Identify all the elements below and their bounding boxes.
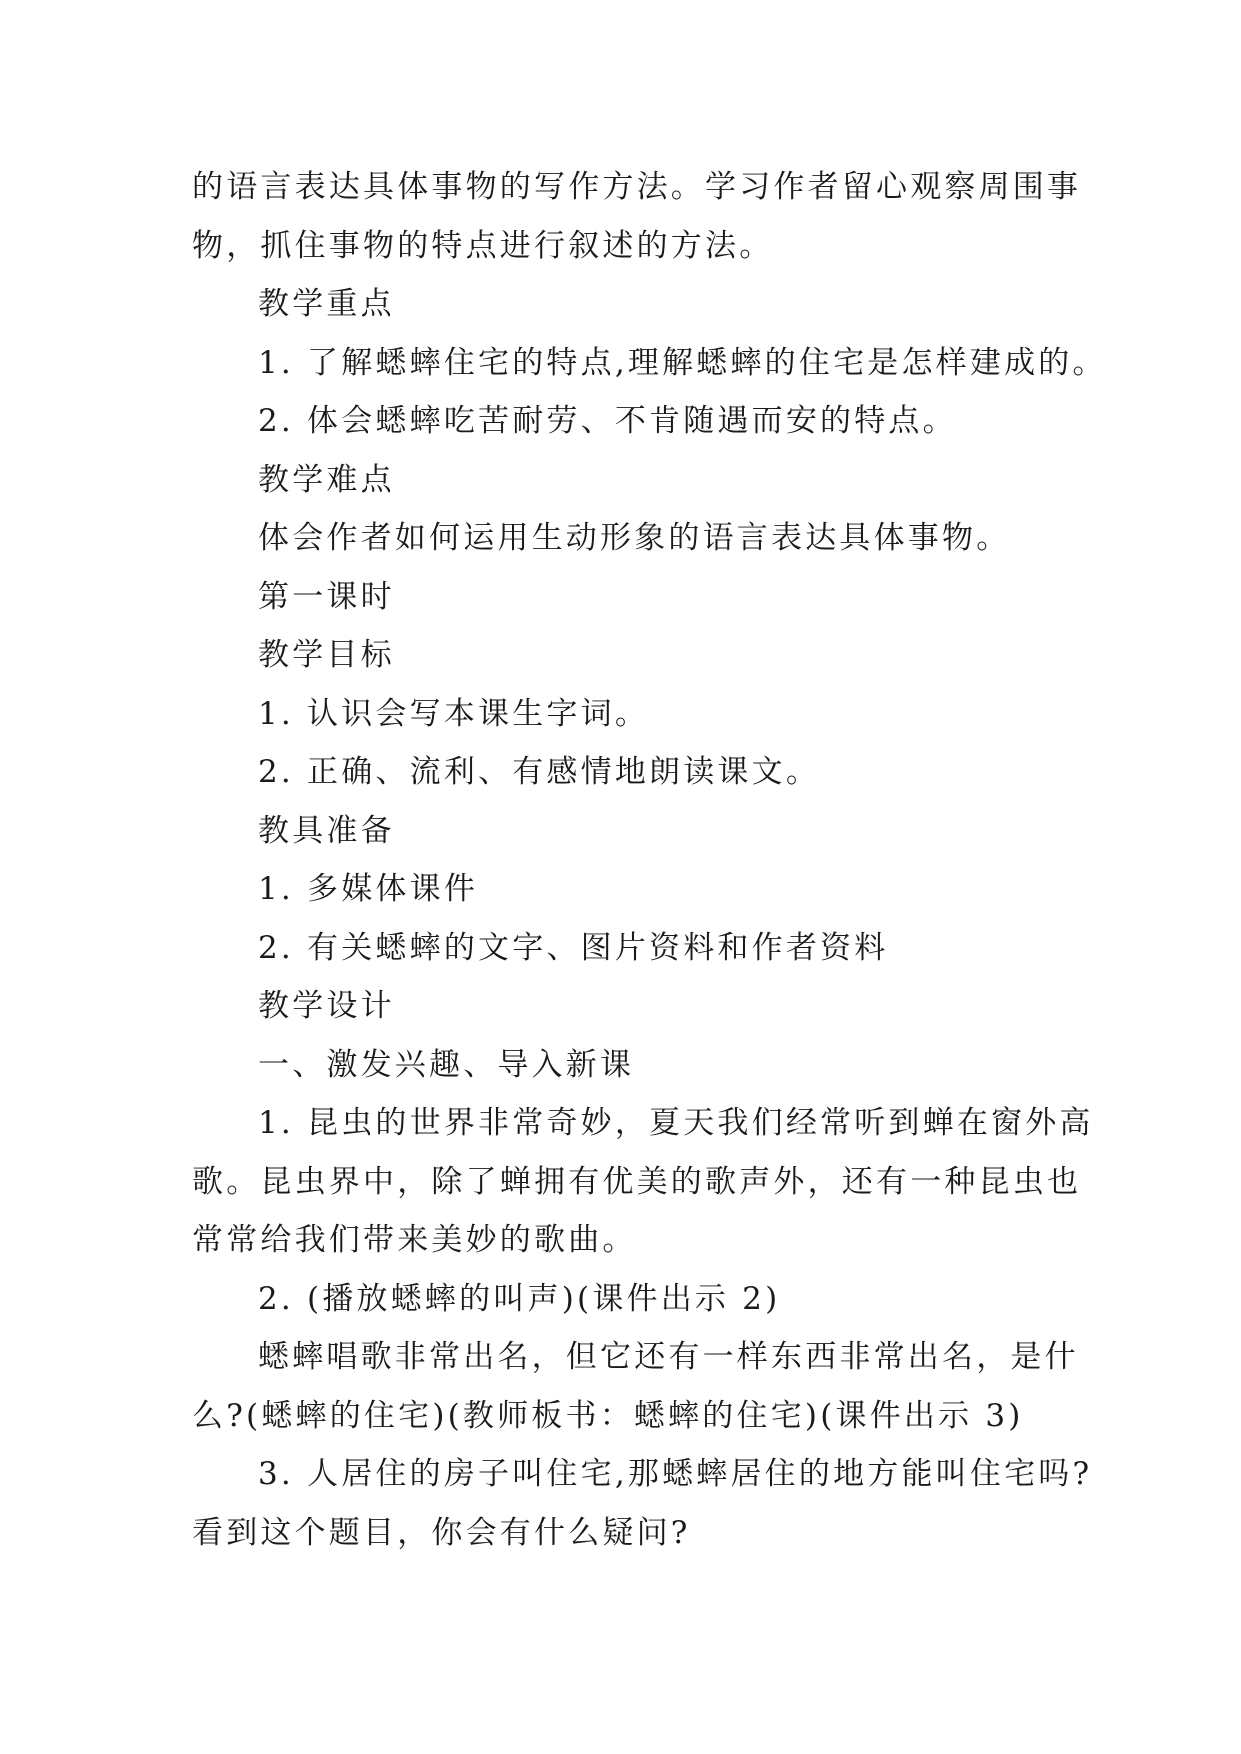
- text-line: 1. 认识会写本课生字词。: [258, 695, 650, 732]
- text-line: 体会作者如何运用生动形象的语言表达具体事物。: [258, 520, 1011, 556]
- text-line: 1. 了解蟋蟀住宅的特点,理解蟋蟀的住宅是怎样建成的。: [258, 344, 1107, 381]
- text-line: 3. 人居住的房子叫住宅,那蟋蟀居住的地方能叫住宅吗?: [258, 1456, 1093, 1492]
- text-line: 么?(蟋蟀的住宅)(教师板书：蟋蟀的住宅)(课件出示 3): [192, 1397, 1024, 1434]
- text-line: 2. 正确、流利、有感情地朗读课文。: [258, 754, 821, 790]
- text-line: 看到这个题目，你会有什么疑问?: [192, 1514, 691, 1551]
- text-line: 教具准备: [258, 812, 395, 849]
- text-line: 第一课时: [258, 578, 395, 615]
- text-line: 蟋蟀唱歌非常出名，但它还有一样东西非常出名，是什: [258, 1339, 1079, 1375]
- text-line: 1. 多媒体课件: [258, 871, 479, 907]
- text-line: 教学难点: [258, 461, 395, 498]
- text-line: 常常给我们带来美妙的歌曲。: [192, 1222, 637, 1258]
- text-line: 的语言表达具体事物的写作方法。学习作者留心观察周围事: [192, 169, 1082, 205]
- text-line: 2. 体会蟋蟀吃苦耐劳、不肯随遇而安的特点。: [258, 403, 957, 439]
- text-line: 教学设计: [258, 988, 395, 1024]
- text-line: 2. 有关蟋蟀的文字、图片资料和作者资料: [258, 929, 889, 966]
- text-line: 物，抓住事物的特点进行叙述的方法。: [192, 227, 774, 264]
- text-line: 歌。昆虫界中，除了蝉拥有优美的歌声外，还有一种昆虫也: [192, 1163, 1082, 1200]
- text-line: 教学目标: [258, 637, 395, 673]
- document-body: [192, 158, 1107, 1562]
- text-line: 2. (播放蟋蟀的叫声)(课件出示 2): [258, 1280, 781, 1317]
- text-line: 1. 昆虫的世界非常奇妙，夏天我们经常听到蝉在窗外高: [258, 1105, 1094, 1141]
- text-line: 一、激发兴趣、导入新课: [258, 1046, 635, 1083]
- text-line: 教学重点: [258, 286, 395, 322]
